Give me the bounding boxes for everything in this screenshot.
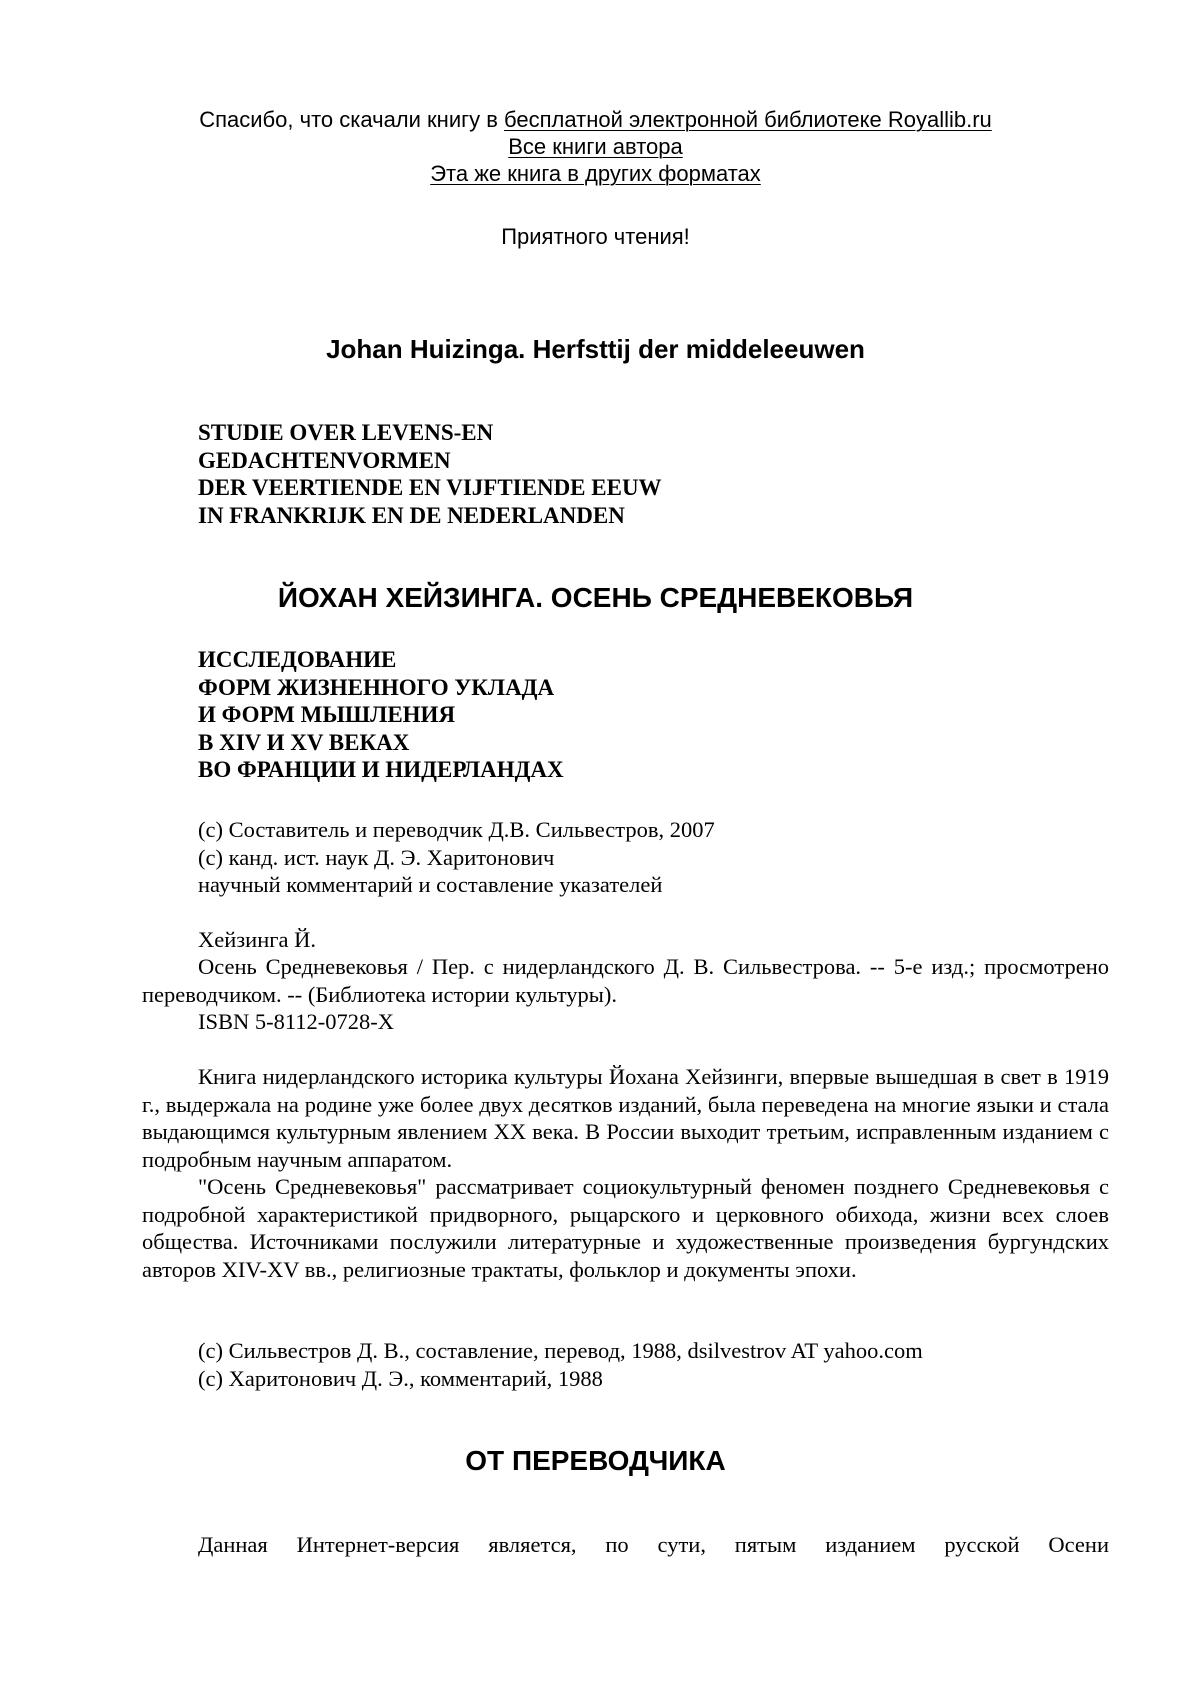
credits — [198, 816, 715, 899]
all-books-link[interactable]: Все книги автора — [508, 134, 683, 159]
russian-subtitle-line: В XIV И XV ВЕКАХ — [198, 729, 410, 755]
section-heading: ОТ ПЕРЕВОДЧИКА — [465, 1445, 726, 1476]
library-link[interactable]: бесплатной электронной библиотеке Royallib.ru — [504, 107, 992, 132]
credit-line: (с) канд. ист. наук Д. Э. Харитонович — [198, 844, 555, 870]
download-thanks-line — [0, 106, 1191, 133]
russian-subtitle-line: ФОРМ ЖИЗНЕННОГО УКЛАДА — [198, 674, 555, 700]
copyright-line: (с) Сильвестров Д. В., составление, перевод, 1988, dsilvestrov AT yahoo.com — [198, 1338, 923, 1363]
thanks-text: Спасибо, что скачали книгу в — [199, 107, 505, 132]
credit-line: (с) Составитель и переводчик Д.В. Сильвестров, 2007 — [198, 817, 715, 842]
original-subtitle-line: STUDIE OVER LEVENS-EN — [198, 420, 494, 445]
bib-isbn: ISBN 5-8112-0728-X — [198, 1009, 395, 1034]
original-title: Johan Huizinga. Herfsttij der middeleeuwen — [326, 334, 865, 364]
all-books-line — [0, 133, 1191, 160]
russian-subtitle — [198, 646, 564, 784]
enjoy-reading-text: Приятного чтения! — [501, 224, 690, 249]
other-formats-link[interactable]: Эта же книга в других форматах — [430, 161, 761, 186]
section-first-line: Данная Интернет-версия является, по сути, пятым изданием русской Осени — [198, 1532, 1109, 1557]
other-formats-line — [0, 160, 1191, 187]
bib-description: Осень Средневековья / Пер. с нидерландского Д. В. Сильвестрова. -- 5-е изд.; просмотрено переводчиком. -- (Библиотека истории культуры). — [142, 954, 1109, 1007]
russian-subtitle-line: И ФОРМ МЫШЛЕНИЯ — [198, 702, 456, 727]
original-subtitle-line: GEDACHTENVORMEN — [198, 447, 451, 473]
original-subtitle-line: IN FRANKRIJK EN DE NEDERLANDEN — [198, 502, 625, 528]
original-subtitle-line: DER VEERTIENDE EN VIJFTIENDE EEUW — [198, 475, 662, 500]
copyright-line: (с) Харитонович Д. Э., комментарий, 1988 — [198, 1365, 603, 1391]
russian-title: ЙОХАН ХЕЙЗИНГА. ОСЕНЬ СРЕДНЕВЕКОВЬЯ — [277, 582, 914, 613]
russian-subtitle-line: ИССЛЕДОВАНИЕ — [198, 647, 397, 672]
annotation-paragraph: Книга нидерландского историка культуры Йохана Хейзинги, впервые вышедшая в свет в 1919 г., выдержала на родине уже более двух десятков изданий, была переведена на многие языки и стала выдающимся культурным явлением XX века. В России выходит третьим, исправленным изданием с подробным научным аппаратом. — [142, 1064, 1109, 1172]
russian-subtitle-line: ВО ФРАНЦИИ И НИДЕРЛАНДАХ — [198, 757, 564, 782]
copyright — [198, 1337, 923, 1392]
annotation-paragraph: "Осень Средневековья" рассматривает социокультурный феномен позднего Средневековья с подробной характеристикой придворного, рыцарского и церковного обихода, жизни всех слоев общества. Источниками послужили литературные и художественные произведения бургундских авторов XIV-XV вв., религиозные трактаты, фольклор и документы эпохи. — [142, 1174, 1109, 1282]
bib-author: Хейзинга Й. — [198, 927, 316, 952]
original-subtitle — [198, 419, 662, 529]
credit-line: научный комментарий и составление указателей — [198, 872, 663, 897]
